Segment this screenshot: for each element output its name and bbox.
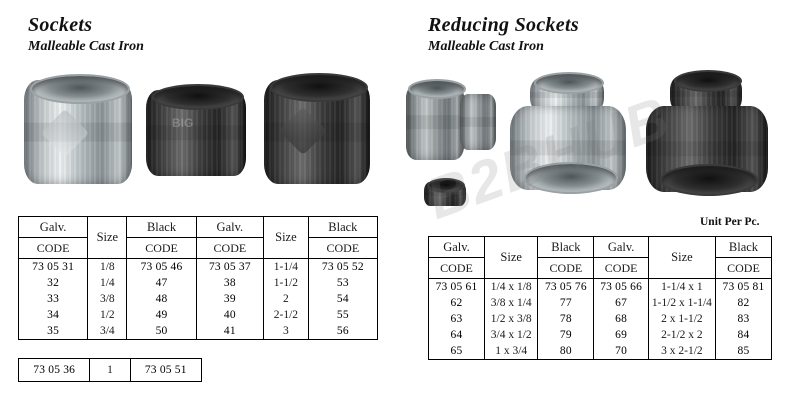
table-row [429,279,772,296]
table-row [19,359,202,382]
size-value: 3/4 x 1/2 [485,327,538,343]
socket-black-small-image: BIG [142,80,252,186]
black-code: 49 [127,307,196,323]
black-code-2: 84 [715,327,771,343]
galv-code: 63 [429,311,485,327]
size-value-2: 1-1/2 x 1-1/4 [648,295,715,311]
col-black-2: Black [715,237,771,258]
code-label: CODE [127,238,196,259]
sockets-subtitle: Malleable Cast Iron [28,39,144,54]
col-galv-2: Galv. [594,237,648,258]
reducing-sockets-subtitle: Malleable Cast Iron [428,39,544,54]
galv-code: 33 [19,291,88,307]
size-value-2: 2 x 1-1/2 [648,311,715,327]
col-size-2: Size [264,217,309,259]
size-value: 1/4 x 1/8 [485,279,538,296]
galv-code: 73 05 61 [429,279,485,296]
sockets-title: Sockets [28,14,93,36]
code-label: CODE [715,258,771,279]
table-row [19,217,378,238]
size-value: 3/8 [88,291,127,307]
table-row [19,238,378,259]
col-size-1: Size [88,217,127,259]
black-code-2: 73 05 52 [308,259,377,276]
black-code: 47 [127,275,196,291]
sockets-extra-table [18,358,202,382]
black-code: 48 [127,291,196,307]
table-row [429,311,772,327]
size-value-2: 3 x 2-1/2 [648,343,715,360]
socket-black-large-image [258,70,378,192]
black-code-2: 85 [715,343,771,360]
col-size-1: Size [485,237,538,279]
galv-code-extra: 73 05 36 [19,359,90,382]
size-value: 1 x 3/4 [485,343,538,360]
galv-code-2: 69 [594,327,648,343]
galv-code-2: 68 [594,311,648,327]
black-code-2: 83 [715,311,771,327]
galv-code: 34 [19,307,88,323]
galv-code-2: 70 [594,343,648,360]
galv-code-2: 41 [196,323,263,340]
size-value-2: 1-1/2 [264,275,309,291]
code-label: CODE [429,258,485,279]
table-row [19,307,378,323]
galv-code: 32 [19,275,88,291]
table-row [19,291,378,307]
black-code-extra: 73 05 51 [130,359,201,382]
socket-galvanised-large-image [18,72,138,190]
galv-code: 62 [429,295,485,311]
black-code: 50 [127,323,196,340]
size-value-2: 1-1/4 [264,259,309,276]
table-row [429,343,772,360]
black-code: 73 05 76 [538,279,594,296]
black-code: 78 [538,311,594,327]
col-black-2: Black [308,217,377,238]
galv-code-2: 73 05 37 [196,259,263,276]
galv-code: 35 [19,323,88,340]
black-code: 80 [538,343,594,360]
table-row [429,258,772,279]
black-code-2: 53 [308,275,377,291]
table-row [19,259,378,276]
table-row [429,237,772,258]
size-value-2: 2 [264,291,309,307]
reducing-socket-black-large-image [640,70,780,202]
size-value-2: 2-1/2 [264,307,309,323]
col-size-2: Size [648,237,715,279]
size-value-2: 1-1/4 x 1 [648,279,715,296]
size-value: 3/4 [88,323,127,340]
table-row [19,275,378,291]
table-row [429,327,772,343]
galv-code-2: 38 [196,275,263,291]
size-value: 1/2 [88,307,127,323]
code-label: CODE [196,238,263,259]
galv-code: 65 [429,343,485,360]
galv-code: 64 [429,327,485,343]
black-code: 77 [538,295,594,311]
sockets-table [18,216,378,340]
reducing-sockets-heading [428,14,579,55]
size-value-extra: 1 [90,359,130,382]
black-code-2: 54 [308,291,377,307]
black-code-2: 73 05 81 [715,279,771,296]
galv-code-2: 40 [196,307,263,323]
black-code-2: 55 [308,307,377,323]
galv-code-2: 39 [196,291,263,307]
col-galv-1: Galv. [429,237,485,258]
galv-code: 73 05 31 [19,259,88,276]
code-label: CODE [538,258,594,279]
reducing-sockets-table [428,236,772,360]
col-black-1: Black [127,217,196,238]
galv-code-2: 73 05 66 [594,279,648,296]
bushing-black-small-image [424,178,470,210]
galv-code-2: 67 [594,295,648,311]
size-value: 3/8 x 1/4 [485,295,538,311]
code-label: CODE [19,238,88,259]
size-value: 1/8 [88,259,127,276]
code-label: CODE [308,238,377,259]
size-value-2: 3 [264,323,309,340]
reducing-socket-galvanised-small-image [404,78,500,174]
black-code: 79 [538,327,594,343]
reducing-socket-galvanised-large-image [502,72,642,202]
unit-note: Unit Per Pc. [700,216,760,228]
black-code-2: 82 [715,295,771,311]
black-code-2: 56 [308,323,377,340]
black-code: 73 05 46 [127,259,196,276]
size-value-2: 2-1/2 x 2 [648,327,715,343]
size-value: 1/4 [88,275,127,291]
reducing-sockets-title: Reducing Sockets [428,14,579,36]
col-galv-1: Galv. [19,217,88,238]
size-value: 1/2 x 3/8 [485,311,538,327]
sockets-heading [28,14,144,55]
code-label: CODE [594,258,648,279]
table-row [19,323,378,340]
col-black-1: Black [538,237,594,258]
table-row [429,295,772,311]
col-galv-2: Galv. [196,217,263,238]
